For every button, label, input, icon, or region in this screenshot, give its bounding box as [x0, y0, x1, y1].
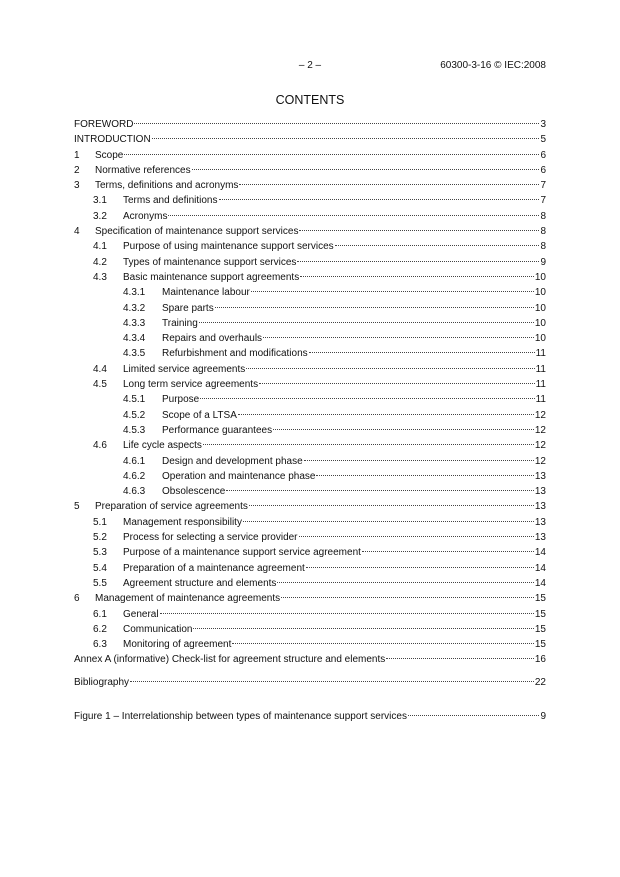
toc-entry-number: 5.4	[93, 562, 107, 574]
toc-entry-number: 4.5.1	[123, 394, 146, 406]
toc-entry-number: 4.5.3	[123, 424, 146, 436]
dot-leader	[316, 475, 533, 476]
toc-entry-label: FOREWORD	[74, 119, 134, 130]
dot-leader	[168, 215, 539, 216]
toc-entry-page: 10	[534, 333, 546, 345]
toc-entry-page: 16	[534, 654, 546, 666]
dot-leader	[215, 307, 534, 308]
toc-entry-label: Terms, definitions and acronyms	[95, 180, 239, 192]
toc-entry-label: Design and development phase	[162, 455, 303, 467]
toc-entry-page: 9	[540, 256, 546, 268]
dot-leader	[246, 368, 534, 369]
dot-leader	[238, 414, 534, 415]
toc-entry-label: Operation and maintenance phase	[162, 470, 316, 482]
toc-entry-number: 4.6.1	[123, 455, 146, 467]
dot-leader	[297, 261, 539, 262]
dot-leader	[130, 681, 534, 682]
toc-entry-page: 14	[534, 562, 546, 574]
dot-leader	[249, 505, 534, 506]
toc-entry[interactable]	[74, 255, 546, 270]
toc-entry[interactable]	[74, 423, 546, 438]
toc-entry-number: 4.3.4	[123, 333, 146, 345]
toc-entry-label: Preparation of service agreements	[95, 501, 248, 513]
toc-entry-number: 5.1	[93, 516, 107, 528]
toc-entry-label: Management of maintenance agreements	[95, 593, 281, 605]
toc-entry[interactable]	[74, 652, 546, 667]
toc-entry-page: 15	[534, 639, 546, 651]
toc-entry-page: 15	[534, 608, 546, 620]
toc-entry-label: Management responsibility	[123, 516, 242, 528]
toc-entry-label: Types of maintenance support services	[123, 256, 297, 268]
toc-entry-page: 8	[540, 210, 546, 222]
toc-entry-page: 14	[534, 577, 546, 589]
toc-entry-number: 4.3.3	[123, 317, 146, 329]
contents-title: CONTENTS	[275, 93, 345, 107]
toc-entry[interactable]	[74, 469, 546, 484]
toc-entry-page: 10	[534, 287, 546, 299]
toc-entry-number: 5.5	[93, 577, 107, 589]
toc-entry-page: 13	[534, 501, 546, 513]
toc-entry-page: 7	[540, 180, 546, 192]
toc-entry-page: 6	[540, 149, 546, 161]
dot-leader	[306, 567, 534, 568]
toc-entry-page: 10	[534, 302, 546, 314]
toc-entry-label: Refurbishment and modifications	[162, 348, 308, 360]
page-number: – 2 –	[298, 60, 322, 71]
toc-entry-number: 3	[74, 180, 80, 192]
toc-entry-number: 6.3	[93, 639, 107, 651]
toc-entry-label: Spare parts	[162, 302, 214, 314]
toc-entry-label: Communication	[123, 623, 193, 635]
toc-entry[interactable]	[74, 239, 546, 254]
toc-entry-page: 15	[534, 593, 546, 605]
dot-leader	[259, 383, 535, 384]
toc-entry-label: Specification of maintenance support services	[95, 226, 299, 238]
dot-leader	[362, 551, 534, 552]
dot-leader	[193, 628, 533, 629]
toc-entry-page: 12	[534, 409, 546, 421]
toc-entry-page: 22	[534, 676, 546, 688]
toc-entry[interactable]	[74, 285, 546, 300]
toc-entry-number: 5.2	[93, 532, 107, 544]
toc-entry[interactable]	[74, 561, 546, 576]
toc-entry[interactable]	[74, 637, 546, 652]
toc-entry-label: Scope of a LTSA	[162, 409, 237, 421]
dot-leader	[273, 429, 534, 430]
toc-entry-label: Preparation of a maintenance agreement	[123, 562, 305, 574]
toc-entry-label: Training	[162, 317, 198, 329]
dot-leader	[200, 398, 534, 399]
toc-entry[interactable]	[74, 301, 546, 316]
toc-entry[interactable]	[74, 622, 546, 637]
dot-leader	[124, 154, 539, 155]
dot-leader	[386, 658, 534, 659]
toc-entry-label: Monitoring of agreement	[123, 639, 232, 651]
toc-entry-number: 4.3.1	[123, 287, 146, 299]
toc-entry-page: 15	[534, 623, 546, 635]
toc-entry-label: Purpose	[162, 394, 200, 406]
dot-leader	[277, 582, 533, 583]
toc-entry-page: 10	[534, 271, 546, 283]
toc-entry-label: Scope	[95, 149, 124, 161]
toc-entry-label: Normative references	[95, 164, 191, 176]
toc-entry-label: Long term service agreements	[123, 379, 259, 391]
toc-entry-page: 13	[534, 470, 546, 482]
dot-leader	[304, 460, 534, 461]
dot-leader	[203, 444, 534, 445]
toc-entry[interactable]	[74, 132, 546, 147]
toc-entry-number: 2	[74, 164, 80, 176]
toc-entry[interactable]	[74, 178, 546, 193]
toc-entry-number: 4.3	[93, 271, 107, 283]
dot-leader	[251, 291, 534, 292]
toc-entry-page: 9	[540, 710, 546, 722]
page-header	[0, 60, 620, 74]
dot-leader	[299, 230, 539, 231]
toc-entry[interactable]	[74, 316, 546, 331]
toc-entry[interactable]	[74, 675, 546, 690]
toc-entry-number: 6.1	[93, 608, 107, 620]
toc-entry-page: 8	[540, 226, 546, 238]
toc-entry[interactable]	[74, 408, 546, 423]
toc-entry-page: 11	[535, 348, 546, 360]
toc-entry[interactable]	[74, 392, 546, 407]
toc-entry-number: 5.3	[93, 547, 107, 559]
toc-entry-number: 4.5	[93, 379, 107, 391]
toc-entry[interactable]	[74, 377, 546, 392]
toc-entry-label: General	[123, 608, 159, 620]
toc-entry-label: Process for selecting a service provider	[123, 532, 298, 544]
toc-entry[interactable]	[74, 438, 546, 453]
dot-leader	[299, 536, 534, 537]
dot-leader	[309, 352, 535, 353]
toc-entry-number: 3.2	[93, 210, 107, 222]
toc-entry-page: 14	[534, 547, 546, 559]
toc-entry[interactable]	[74, 163, 546, 178]
toc-entry-label: INTRODUCTION	[74, 134, 151, 146]
toc-entry-label: Repairs and overhauls	[162, 333, 263, 345]
dot-leader	[219, 199, 540, 200]
toc-entry-label: Basic maintenance support agreements	[123, 271, 300, 283]
toc-entry[interactable]	[74, 331, 546, 346]
dot-leader	[239, 184, 539, 185]
toc-entry-page: 11	[535, 394, 546, 406]
toc-entry-label: Purpose of using maintenance support services	[123, 241, 334, 253]
toc-entry-page: 12	[534, 440, 546, 452]
toc-entry-page: 12	[534, 424, 546, 436]
toc-entry-label: Purpose of a maintenance support service agreement	[123, 547, 361, 559]
toc-entry[interactable]	[74, 515, 546, 530]
toc-entry-page: 13	[534, 532, 546, 544]
toc-entry-label: Agreement structure and elements	[123, 577, 277, 589]
toc-entry-number: 4.6.3	[123, 486, 146, 498]
dot-leader	[152, 138, 540, 139]
toc-entry[interactable]	[74, 545, 546, 560]
table-of-contents	[74, 117, 546, 724]
toc-entry-page: 13	[534, 516, 546, 528]
toc-entry-label: Acronyms	[123, 210, 168, 222]
dot-leader	[199, 322, 534, 323]
toc-entry-number: 6.2	[93, 623, 107, 635]
dot-leader	[300, 276, 534, 277]
standard-reference: 60300-3-16 © IEC:2008	[440, 60, 546, 71]
toc-entry-number: 3.1	[93, 195, 107, 207]
toc-entry[interactable]	[74, 148, 546, 163]
dot-leader	[134, 123, 539, 124]
toc-entry-label: Performance guarantees	[162, 424, 273, 436]
toc-entry-label: Life cycle aspects	[123, 440, 202, 452]
dot-leader	[408, 715, 539, 716]
toc-entry-page: 3	[540, 119, 546, 130]
toc-entry[interactable]	[74, 499, 546, 514]
dot-leader	[232, 643, 533, 644]
toc-entry[interactable]	[74, 484, 546, 499]
toc-entry-number: 4.6.2	[123, 470, 146, 482]
toc-entry-page: 5	[540, 134, 546, 146]
toc-entry-number: 4.2	[93, 256, 107, 268]
toc-entry-page: 12	[534, 455, 546, 467]
toc-entry[interactable]	[74, 362, 546, 377]
toc-entry-number: 4	[74, 226, 80, 238]
toc-entry-page: 6	[540, 164, 546, 176]
toc-entry[interactable]	[74, 607, 546, 622]
dot-leader	[335, 245, 540, 246]
toc-entry[interactable]	[74, 224, 546, 239]
toc-entry[interactable]	[74, 193, 546, 208]
toc-entry[interactable]	[74, 530, 546, 545]
toc-entry-page: 11	[535, 379, 546, 391]
toc-entry[interactable]	[74, 209, 546, 224]
toc-entry-label: Bibliography	[74, 676, 130, 688]
dot-leader	[263, 337, 534, 338]
toc-entry-number: 4.6	[93, 440, 107, 452]
toc-entry[interactable]	[74, 346, 546, 361]
toc-entry-number: 4.3.5	[123, 348, 146, 360]
toc-entry-number: 4.5.2	[123, 409, 146, 421]
toc-entry-label: Terms and definitions	[123, 195, 218, 207]
toc-entry-label: Limited service agreements	[123, 363, 246, 375]
toc-entry-number: 4.3.2	[123, 302, 146, 314]
toc-entry[interactable]	[74, 454, 546, 469]
toc-entry-label: Annex A (informative) Check-list for agreement structure and elements	[74, 654, 386, 666]
dot-leader	[192, 169, 540, 170]
dot-leader	[160, 613, 534, 614]
toc-entry-number: 4.1	[93, 241, 107, 253]
toc-entry-label: Figure 1 – Interrelationship between types of maintenance support services	[74, 710, 407, 722]
toc-entry-label: Obsolescence	[162, 486, 226, 498]
toc-entry-page: 7	[540, 195, 546, 207]
toc-entry-label: Maintenance labour	[162, 287, 250, 299]
toc-entry[interactable]	[74, 117, 546, 132]
toc-entry-number: 1	[74, 149, 80, 161]
toc-entry-number: 6	[74, 593, 80, 605]
dot-leader	[243, 521, 534, 522]
toc-entry[interactable]	[74, 270, 546, 285]
dot-leader	[226, 490, 534, 491]
toc-entry-page: 8	[540, 241, 546, 253]
toc-entry-number: 5	[74, 501, 80, 513]
toc-entry-page: 13	[534, 486, 546, 498]
toc-entry-page: 10	[534, 317, 546, 329]
toc-entry[interactable]	[74, 591, 546, 606]
toc-entry-number: 4.4	[93, 363, 107, 375]
toc-entry[interactable]	[74, 576, 546, 591]
toc-entry-page: 11	[535, 363, 546, 375]
toc-entry[interactable]	[74, 709, 546, 724]
dot-leader	[281, 597, 534, 598]
